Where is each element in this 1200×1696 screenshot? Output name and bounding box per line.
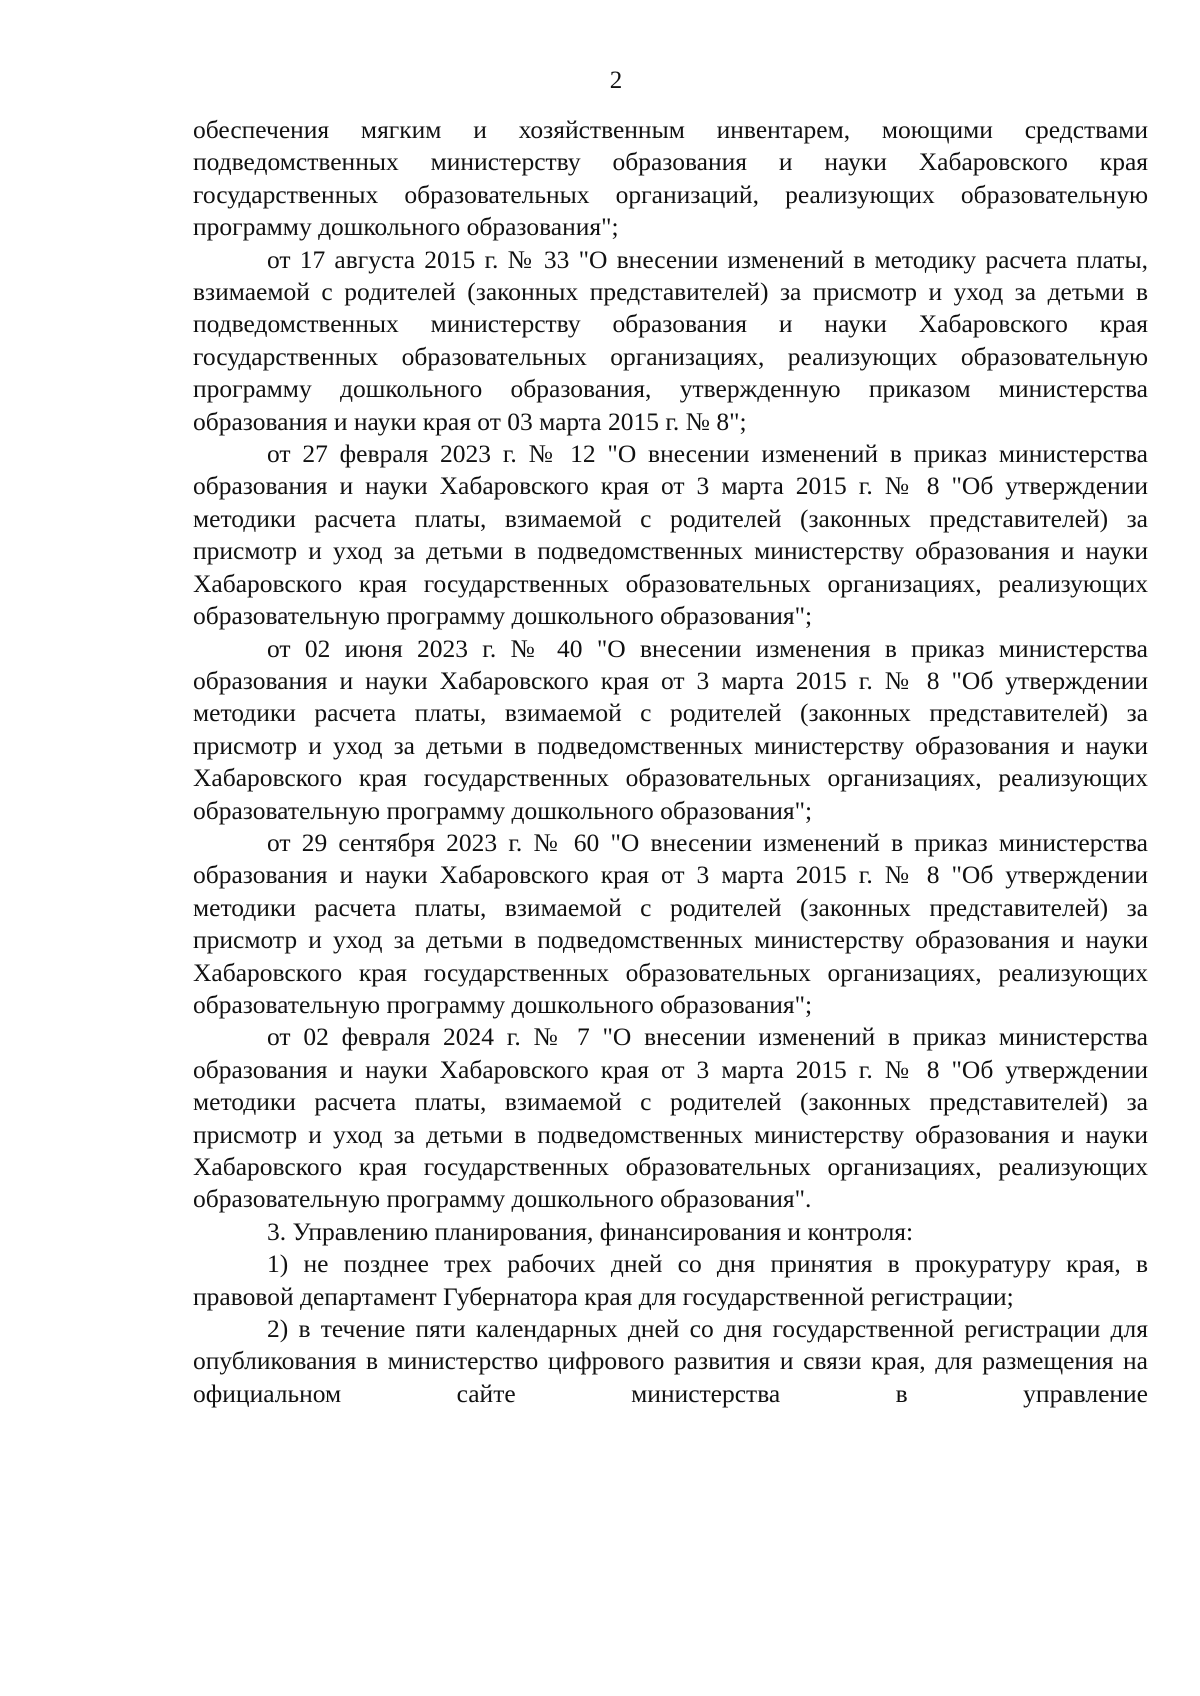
- paragraph-item-1: 1) не позднее трех рабочих дней со дня принятия в прокуратуру края, в правовой департамент Губернатора края для государственной регистрации;: [193, 1249, 1148, 1311]
- paragraph-order-2023-09-29: от 29 сентября 2023 г. № 60 "О внесении изменений в приказ министерства образования и науки Хабаровского края от 3 марта 2015 г. № 8 "Об утверждении методики расчета платы, взимаемой с родителей (законных представителей) за присмотр и уход за детьми в подведомственных министерству образования и науки Хабаровского края государственных образовательных организациях, реализующих образовательную программу дошкольного образования";: [193, 827, 1148, 1019]
- paragraph-item-2: 2) в течение пяти календарных дней со дня государственной регистрации для опубликования в министерство цифрового развития и связи края, для размещения на официальном сайте министерства в управление: [193, 1314, 1148, 1408]
- paragraph-order-2023-02-27: от 27 февраля 2023 г. № 12 "О внесении изменений в приказ министерства образования и науки Хабаровского края от 3 марта 2015 г. № 8 "Об утверждении методики расчета платы, взимаемой с родителей (законных представителей) за присмотр и уход за детьми в подведомственных министерству образования и науки Хабаровского края государственных образовательных организациях, реализующих образовательную программу дошкольного образования";: [193, 439, 1148, 631]
- paragraph-order-2015-08-17: от 17 августа 2015 г. № 33 "О внесении изменений в методику расчета платы, взимаемой с родителей (законных представителей) за присмотр и уход за детьми в подведомственных министерству образования и науки Хабаровского края государственных образовательных организациях, реализующих образовательную программу дошкольного образования, утвержденную приказом министерства образования и науки края от 03 марта 2015 г. № 8";: [193, 244, 1148, 436]
- paragraph-order-2024-02-02: от 02 февраля 2024 г. № 7 "О внесении изменений в приказ министерства образования и науки Хабаровского края от 3 марта 2015 г. № 8 "Об утверждении методики расчета платы, взимаемой с родителей (законных представителей) за присмотр и уход за детьми в подведомственных министерству образования и науки Хабаровского края государственных образовательных организациях, реализующих образовательную программу дошкольного образования".: [193, 1022, 1148, 1214]
- paragraph-section-3-heading: 3. Управлению планирования, финансирования и контроля:: [267, 1216, 914, 1246]
- document-body: [193, 114, 1148, 1410]
- paragraph-order-2023-06-02: от 02 июня 2023 г. № 40 "О внесении изменения в приказ министерства образования и науки Хабаровского края от 3 марта 2015 г. № 8 "Об утверждении методики расчета платы, взимаемой с родителей (законных представителей) за присмотр и уход за детьми в подведомственных министерству образования и науки Хабаровского края государственных образовательных организациях, реализующих образовательную программу дошкольного образования";: [193, 633, 1148, 825]
- page-number: 2: [609, 67, 623, 94]
- paragraph-continuation: обеспечения мягким и хозяйственным инвентарем, моющими средствами подведомственных министерству образования и науки Хабаровского края государственных образовательных организаций, реализующих образовательную программу дошкольного образования";: [193, 115, 1148, 242]
